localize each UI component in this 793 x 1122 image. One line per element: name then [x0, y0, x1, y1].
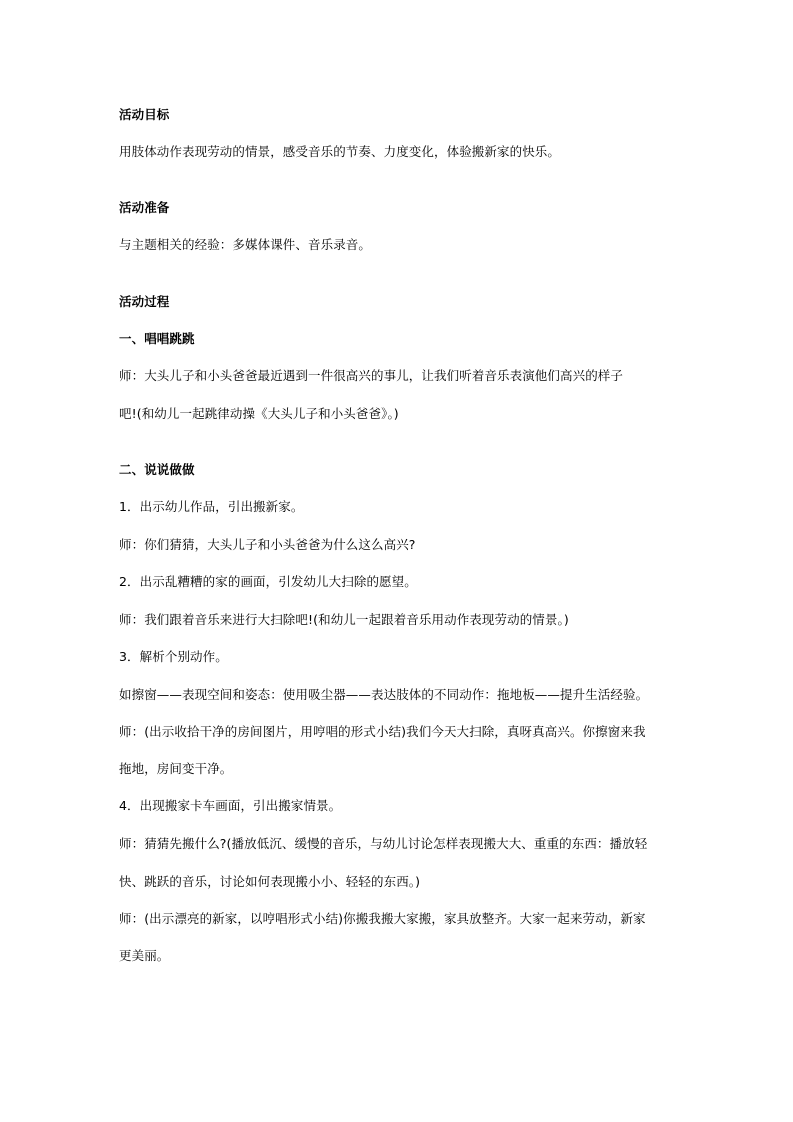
text-line: 2．出示乱糟糟的家的画面，引发幼儿大扫除的愿望。 — [119, 574, 417, 589]
text-line: 师：(出示收拾干净的房间图片，用哼唱的形式小结)我们今天大扫除，真呀真高兴。你擦窗来我 — [119, 724, 646, 739]
text-line: 师：(出示漂亮的新家，以哼唱形式小结)你搬我搬大家搬，家具放整齐。大家一起来劳动，新家 — [119, 911, 646, 926]
text-line: 3．解析个别动作。 — [119, 649, 228, 664]
goals-text: 用肢体动作表现劳动的情景，感受音乐的节奏、力度变化，体验搬新家的快乐。 — [119, 144, 561, 159]
text-line: 师：你们猜猜，大头儿子和小头爸爸为什么这么高兴? — [119, 537, 416, 552]
subsection-heading-talk-do: 二、说说做做 — [119, 462, 195, 477]
text-line: 拖地，房间变干净。 — [119, 761, 233, 776]
text-line: 4．出现搬家卡车画面，引出搬家情景。 — [119, 798, 342, 813]
text-line: 师：大头儿子和小头爸爸最近遇到一件很高兴的事儿，让我们听着音乐表演他们高兴的样子 — [119, 368, 624, 383]
text-line: 快、跳跃的音乐，讨论如何表现搬小小、轻轻的东西。) — [119, 874, 421, 889]
section-heading-preparation: 活动准备 — [119, 200, 170, 215]
text-line: 更美丽。 — [119, 948, 170, 963]
section-heading-process: 活动过程 — [119, 294, 170, 309]
text-line: 师：我们跟着音乐来进行大扫除吧!(和幼儿一起跟着音乐用动作表现劳动的情景。) — [119, 612, 569, 627]
preparation-text: 与主题相关的经验：多媒体课件、音乐录音。 — [119, 237, 372, 252]
text-line: 如擦窗——表现空间和姿态：使用吸尘器——表达肢体的不同动作：拖地板——提升生活经验。 — [119, 687, 649, 702]
text-line: 师：猜猜先搬什么?(播放低沉、缓慢的音乐，与幼儿讨论怎样表现搬大大、重重的东西：播放轻 — [119, 836, 648, 851]
subsection-heading-sing-dance: 一、唱唱跳跳 — [119, 331, 195, 346]
section-heading-goals: 活动目标 — [119, 107, 170, 122]
text-line: 吧!(和幼儿一起跳律动操《大头儿子和小头爸爸》。) — [119, 406, 399, 421]
text-line: 1．出示幼儿作品，引出搬新家。 — [119, 499, 304, 514]
